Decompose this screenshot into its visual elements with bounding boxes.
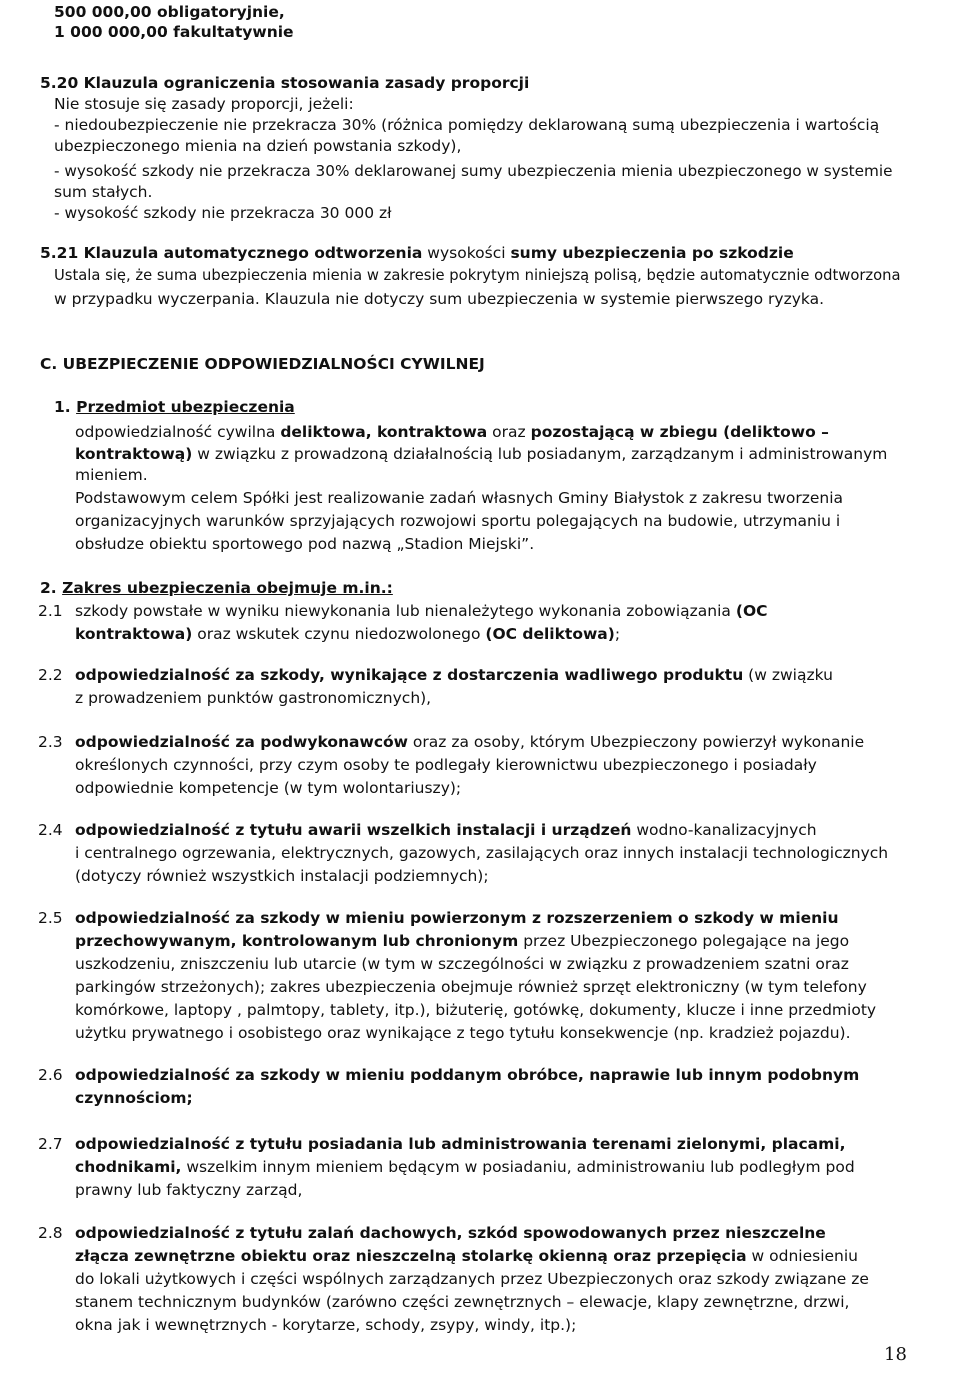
clause-521-title	[40, 243, 794, 263]
clause-520-line: sum stałych.	[54, 183, 153, 201]
subject-line: Podstawowym celem Spółki jest realizowanie zadań własnych Gminy Białystok z zakresu tworzenia	[75, 489, 844, 507]
scope-item-text: wszelkim innym mieniem będącym w posiadaniu, administrowaniu lub podległym pod	[181, 1158, 855, 1176]
clause-520-line: - niedoubezpieczenie nie przekracza 30% (różnica pomiędzy deklarowaną sumą ubezpieczenia i wartością	[54, 116, 880, 134]
scope-item-line	[75, 624, 620, 644]
scope-item-text: parkingów strzeżonych); zakres ubezpieczenia obejmuje również sprzęt elektroniczny (w tym telefony	[75, 978, 867, 996]
scope-item-line	[75, 1180, 302, 1200]
scope-item-line	[75, 1292, 849, 1312]
subject-line: organizacyjnych warunków sprzyjających rozwojowi sportu polegających na budowie, utrzymaniu i	[75, 512, 841, 530]
section-c-title: C. UBEZPIECZENIE ODPOWIEDZIALNOŚCI CYWILNEJ	[40, 355, 485, 373]
subject-line	[75, 422, 829, 442]
scope-item-text: i centralnego ogrzewania, elektrycznych, gazowych, zasilających oraz innych instalacji technologicznych	[75, 844, 889, 862]
scope-item-text: oraz za osoby, którym Ubezpieczony powierzył wykonanie	[407, 733, 865, 751]
scope-item-line	[75, 1023, 851, 1043]
scope-item-line	[75, 1315, 576, 1335]
scope-item-number: 2.5	[38, 909, 63, 927]
subject-line: obsłudze obiektu sportowego pod nazwą „Stadion Miejski”.	[75, 535, 535, 553]
scope-item-text: odpowiednie kompetencje (w tym wolontariuszy);	[75, 779, 462, 797]
clause-521-title-b: wysokości	[422, 244, 511, 262]
scope-item-text: szkody powstałe w wyniku niewykonania lub nienależytego wykonania zobowiązania	[75, 602, 736, 620]
clause-521-title-a: 5.21 Klauzula automatycznego odtworzenia	[40, 244, 423, 262]
scope-item-line	[75, 1223, 826, 1243]
scope-item-text: użytku prywatnego i osobistego oraz wynikające z tego tytułu konsekwencje (np. kradzież pojazdu).	[75, 1024, 851, 1042]
scope-item-bold-text: odpowiedzialność za podwykonawców	[75, 733, 408, 751]
scope-item-line	[75, 1269, 869, 1289]
scope-item-text: (dotyczy również wszystkich instalacji podziemnych);	[75, 867, 489, 885]
scope-heading-text: Zakres ubezpieczenia obejmuje m.in.:	[62, 579, 393, 597]
scope-item-text: prawny lub faktyczny zarząd,	[75, 1181, 303, 1199]
scope-heading	[40, 578, 393, 598]
clause-521-line: w przypadku wyczerpania. Klauzula nie dotyczy sum ubezpieczenia w systemie pierwszego ryzyka.	[54, 290, 825, 308]
scope-item-text: określonych czynności, przy czym osoby te podlegały kierownictwu ubezpieczonego i posiadały	[75, 756, 817, 774]
subject-line: mieniem.	[75, 466, 148, 484]
scope-item-bold-text: odpowiedzialność z tytułu posiadania lub administrowania terenami zielonymi, placami,	[75, 1135, 846, 1153]
subject-bold: deliktowa, kontraktowa	[280, 423, 488, 441]
scope-item-number: 2.6	[38, 1066, 63, 1084]
clause-521-line: Ustala się, że suma ubezpieczenia mienia w zakresie pokrytym niniejszą polisą, będzie automatycznie odtworzona	[54, 267, 901, 284]
scope-item-bold-text: odpowiedzialność za szkody w mieniu powierzonym z rozszerzeniem o szkody w mieniu	[75, 909, 839, 927]
scope-item-text: uszkodzeniu, zniszczeniu lub utarcie (w tym w szczególności w związku z prowadzeniem szatni oraz	[75, 955, 849, 973]
scope-item-line	[75, 688, 431, 708]
scope-item-line	[75, 977, 867, 997]
subject-bold: kontraktową)	[75, 445, 193, 463]
scope-item-text: do lokali użytkowych i części wspólnych zarządzanych przez Ubezpieczonych oraz szkody związane ze	[75, 1270, 869, 1288]
scope-item-text: (w związku	[743, 666, 833, 684]
scope-item-line	[75, 1134, 846, 1154]
scope-item-bold-text: odpowiedzialność z tytułu zalań dachowych, szkód spowodowanych przez nieszczelne	[75, 1224, 826, 1242]
scope-item-line	[75, 778, 461, 798]
scope-item-bold-text: przechowywanym, kontrolowanym lub chronionym	[75, 932, 519, 950]
scope-item-line	[75, 1000, 876, 1020]
scope-item-bold-text: złącza zewnętrzne obiektu oraz nieszczelną stolarkę okienną oraz przepięcia	[75, 1247, 747, 1265]
scope-item-line	[75, 866, 489, 886]
clause-520-title: 5.20 Klauzula ograniczenia stosowania zasady proporcji	[40, 74, 530, 92]
subject-text: odpowiedzialność cywilna	[75, 423, 281, 441]
scope-item-bold-text: kontraktowa)	[75, 625, 193, 643]
amount-optional: 1 000 000,00 fakultatywnie	[54, 23, 294, 41]
scope-item-bold-text: odpowiedzialność z tytułu awarii wszelkich instalacji i urządzeń	[75, 821, 632, 839]
scope-item-text: stanem technicznym budynków (zarówno części zewnętrznych – elewacje, klapy zewnętrzne, drzwi,	[75, 1293, 850, 1311]
scope-item-text: przez Ubezpieczonego polegające na jego	[518, 932, 850, 950]
scope-item-bold-text: (OC	[735, 602, 768, 620]
scope-item-number: 2.2	[38, 666, 63, 684]
subject-heading	[54, 397, 295, 417]
page-number: 18	[884, 1344, 907, 1365]
scope-item-bold-text: (OC deliktowa)	[485, 625, 615, 643]
scope-item-line	[75, 1088, 193, 1108]
amount-obligatory: 500 000,00 obligatoryjnie,	[54, 3, 285, 21]
scope-item-text: okna jak i wewnętrznych - korytarze, schody, zsypy, windy, itp.);	[75, 1316, 577, 1334]
subject-bold: pozostającą w zbiegu (deliktowo –	[530, 423, 829, 441]
scope-item-text: komórkowe, laptopy , palmtopy, tablety, itp.), biżuterię, gotówkę, dokumenty, klucze i inne przedmioty	[75, 1001, 877, 1019]
subject-heading-text: Przedmiot ubezpieczenia	[76, 398, 295, 416]
scope-item-line	[75, 755, 817, 775]
scope-item-line	[75, 820, 817, 840]
scope-item-line	[75, 665, 833, 685]
scope-item-text: ;	[614, 625, 621, 643]
subject-text: oraz	[487, 423, 531, 441]
scope-item-line	[75, 1157, 855, 1177]
scope-item-line	[75, 954, 849, 974]
scope-item-bold-text: chodnikami,	[75, 1158, 182, 1176]
subject-heading-num: 1.	[54, 398, 71, 416]
scope-item-number: 2.8	[38, 1224, 63, 1242]
clause-520-line: - wysokość szkody nie przekracza 30 000 zł	[54, 204, 392, 222]
scope-item-bold-text: odpowiedzialność za szkody w mieniu poddanym obróbce, naprawie lub innym podobnym	[75, 1066, 860, 1084]
scope-item-bold-text: czynnościom;	[75, 1089, 193, 1107]
scope-item-line	[75, 843, 888, 863]
scope-item-text: wodno-kanalizacyjnych	[631, 821, 817, 839]
scope-item-line	[75, 908, 839, 928]
scope-item-number: 2.1	[38, 602, 63, 620]
scope-item-text: z prowadzeniem punktów gastronomicznych),	[75, 689, 432, 707]
clause-520-line: ubezpieczonego mienia na dzień powstania szkody),	[54, 137, 462, 155]
scope-item-number: 2.4	[38, 821, 63, 839]
subject-line	[75, 444, 887, 464]
scope-item-line	[75, 601, 768, 621]
clause-520-line: - wysokość szkody nie przekracza 30% deklarowanej sumy ubezpieczenia mienia ubezpieczonego w systemie	[54, 162, 893, 180]
subject-text: w związku z prowadzoną działalnością lub posiadanym, zarządzanym i administrowanym	[192, 445, 888, 463]
scope-item-text: oraz wskutek czynu niedozwolonego	[192, 625, 486, 643]
scope-item-number: 2.3	[38, 733, 63, 751]
scope-item-line	[75, 931, 849, 951]
clause-521-title-c: sumy ubezpieczenia po szkodzie	[510, 244, 794, 262]
scope-item-line	[75, 732, 864, 752]
scope-heading-num: 2.	[40, 579, 57, 597]
scope-item-bold-text: odpowiedzialność za szkody, wynikające z dostarczenia wadliwego produktu	[75, 666, 744, 684]
scope-item-text: w odniesieniu	[746, 1247, 858, 1265]
scope-item-number: 2.7	[38, 1135, 63, 1153]
scope-item-line	[75, 1246, 858, 1266]
clause-520-line: Nie stosuje się zasady proporcji, jeżeli:	[54, 95, 354, 113]
scope-item-line	[75, 1065, 859, 1085]
